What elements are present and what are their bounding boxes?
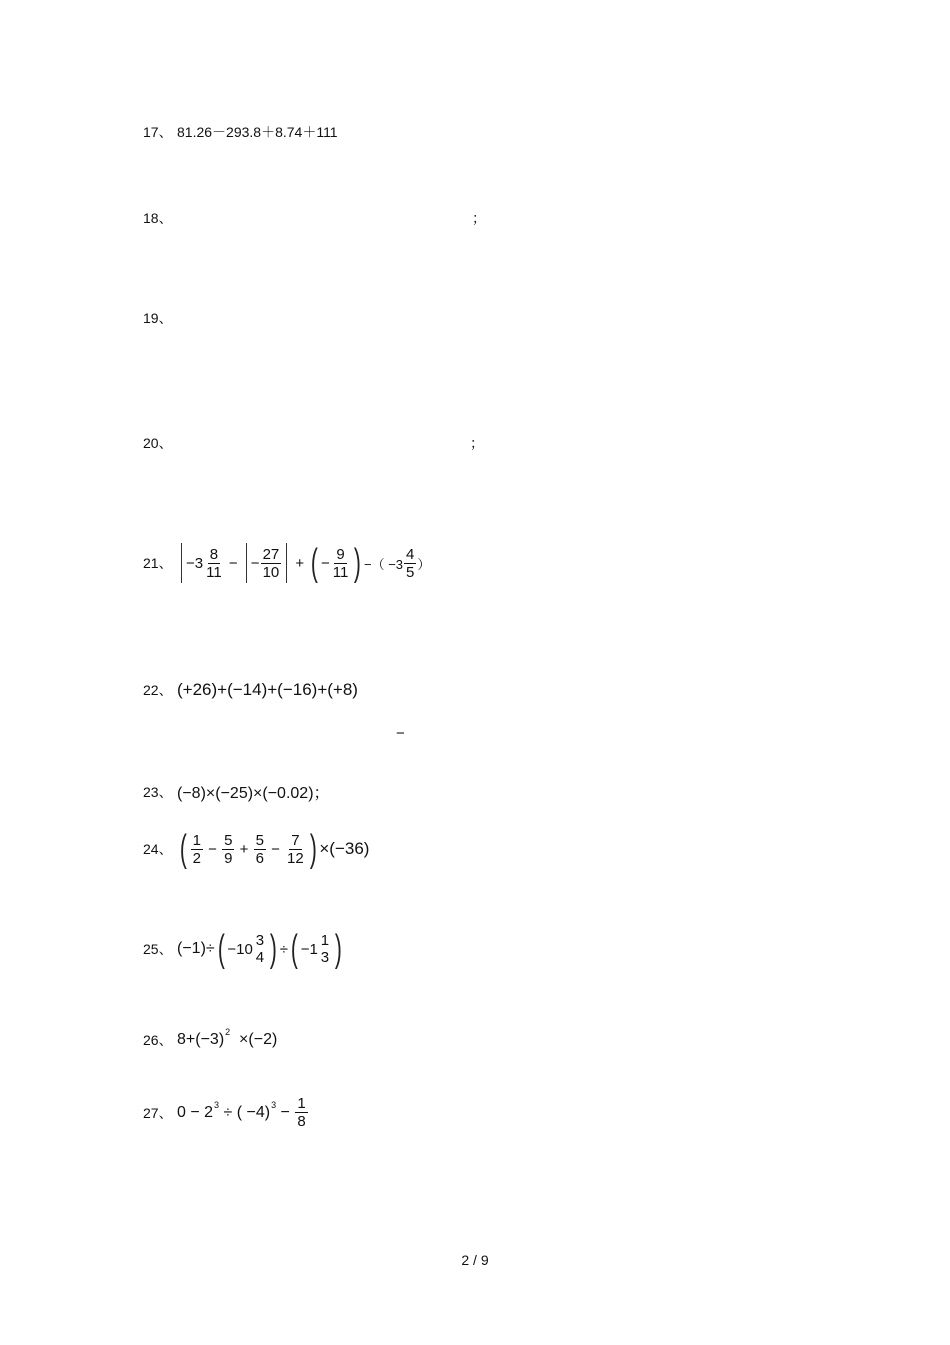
expression: ( $\frac{1}{2}$ − $\frac{5}{9}$ + $\frac{5}{6}$ − $\frac{7}{12}$ ) ×(−36) xyxy=(179,828,370,870)
problem-number: 20、 xyxy=(143,435,173,451)
problem-25 xyxy=(143,930,345,968)
problem-number: 22、 xyxy=(143,682,173,698)
problem-number: 18、 xyxy=(143,210,173,226)
fraction: $\frac{7}{12}$ xyxy=(287,831,304,867)
right-paren: ) xyxy=(309,828,317,870)
problem-19 xyxy=(143,308,177,328)
fraction: 1 3 xyxy=(320,932,330,966)
left-paren: ( xyxy=(290,928,298,970)
problem-number: 24、 xyxy=(143,841,173,857)
left-paren: ( xyxy=(311,542,319,584)
page-number: 2 / 9 xyxy=(461,1252,489,1268)
expression: (−1)÷ ( −10 3 4 ) ÷ ( −1 1 3 ) xyxy=(177,928,342,970)
semicolon: ； xyxy=(472,210,486,226)
right-paren: ) xyxy=(334,928,342,970)
problem-18 xyxy=(143,208,177,228)
problem-number: 25、 xyxy=(143,941,173,957)
fraction: $\frac{1}{2}$ xyxy=(192,831,201,867)
abs-bar xyxy=(286,543,287,583)
semicolon: ； xyxy=(470,435,484,451)
abs-bar xyxy=(246,543,247,583)
expression: (−8)×(−25)×(−0.02)； xyxy=(177,785,330,802)
expression: −3 $\frac{8}{11}$ − − $\frac{27}{10}$ + ( − $\frac{9}{11}$ ) −（ −3 $\frac{4}{5}$ ） xyxy=(177,543,430,583)
problem-20 xyxy=(143,433,177,453)
problem-26 xyxy=(143,1027,278,1050)
problem-number: 23、 xyxy=(143,783,173,800)
fraction: $\frac{5}{6}$ xyxy=(255,831,264,867)
fraction: 3 4 xyxy=(255,932,265,966)
problem-number: 19、 xyxy=(143,310,173,326)
expression: (+26)+(−14)+(−16)+(+8) xyxy=(177,680,358,699)
problem-27 xyxy=(143,1095,309,1130)
left-paren: ( xyxy=(217,928,225,970)
problem-number: 26、 xyxy=(143,1032,173,1048)
right-paren: ) xyxy=(269,928,277,970)
fraction: $\frac{1}{8}$ xyxy=(297,1095,306,1130)
expression: 0 − 2 3 ÷ ( −4) 3 − $\frac{1}{8}$ xyxy=(177,1095,306,1130)
fraction: $\frac{27}{10}$ xyxy=(262,545,280,581)
fraction: $\frac{4}{5}$ xyxy=(406,545,415,581)
problem-23 xyxy=(143,780,330,803)
fraction: $\frac{9}{11}$ xyxy=(332,545,349,581)
problem-number: 21、 xyxy=(143,555,173,571)
fraction: $\frac{5}{9}$ xyxy=(224,831,233,867)
problem-17 xyxy=(143,122,338,142)
left-paren: ( xyxy=(179,828,187,870)
problem-24 xyxy=(143,830,369,868)
problem-number: 17、 xyxy=(143,124,173,140)
problem-21 xyxy=(143,543,430,583)
abs-bar xyxy=(181,543,182,583)
expression: 81.26－293.8＋8.74＋111 xyxy=(177,124,338,140)
problem-number: 27、 xyxy=(143,1104,173,1121)
expression: 8+(−3) 2 ×(−2) xyxy=(177,1027,278,1048)
right-paren: ) xyxy=(354,542,362,584)
stray-minus: − xyxy=(396,725,405,742)
problem-22 xyxy=(143,680,358,700)
fraction: $\frac{8}{11}$ xyxy=(206,545,222,581)
